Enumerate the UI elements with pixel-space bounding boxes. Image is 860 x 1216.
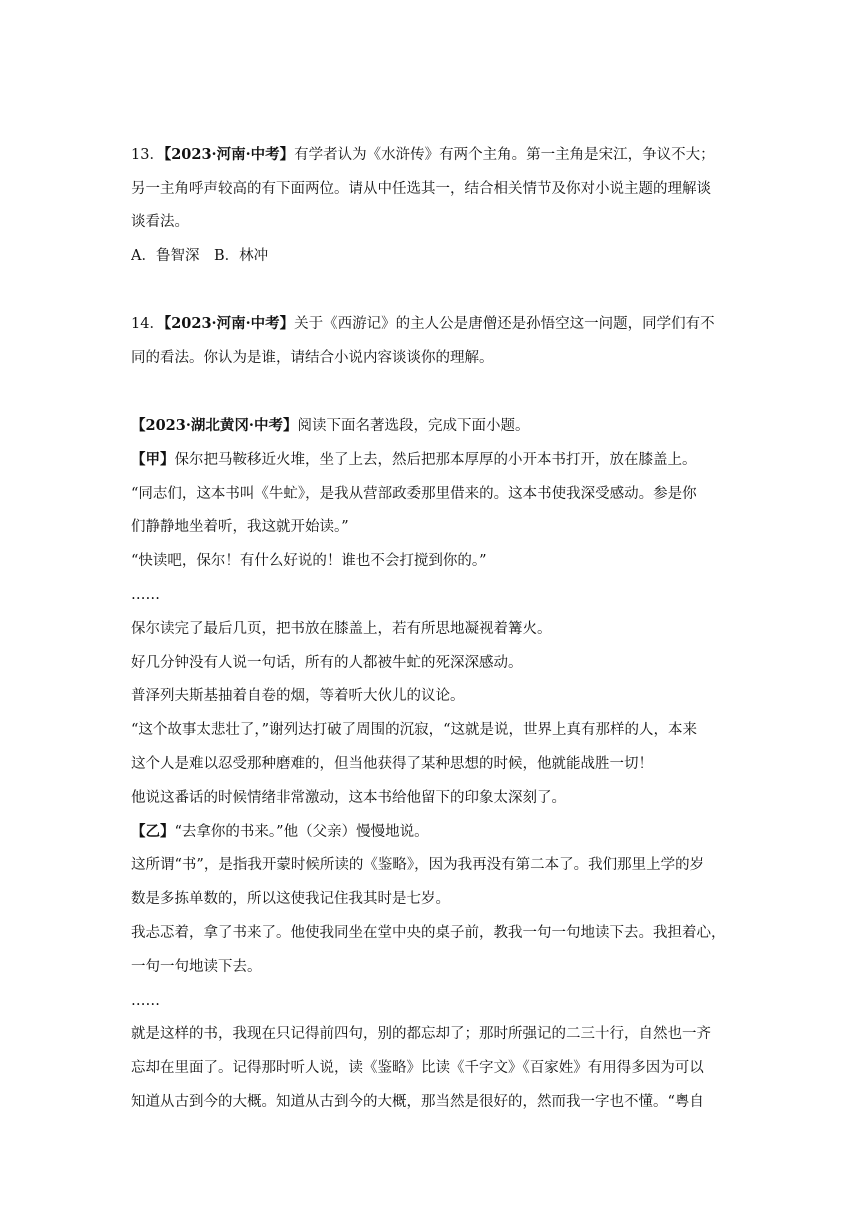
yi-line-2: 数是多拣单数的，所以这使我记住我其时是七岁。 xyxy=(131,891,450,907)
q14-source: 【2023·河南·中考】 xyxy=(163,315,295,332)
jia-line-5: 保尔读完了最后几页，把书放在膝盖上，若有所思地凝视着篝火。 xyxy=(131,621,552,637)
jia-label: 【甲】 xyxy=(131,451,175,468)
q14-line-2: 同的看法。你认为是谁，请结合小说内容谈谈你的理解。 xyxy=(131,350,494,366)
jia-line-3: “快读吧，保尔！有什么好说的！谁也不会打搅到你的。” xyxy=(131,553,487,569)
q14-line-1 xyxy=(131,314,741,334)
q13-number: 13． xyxy=(131,147,164,163)
jia-text-0: 保尔把马鞍移近火堆，坐了上去，然后把那本厚厚的小开本书打开，放在膝盖上。 xyxy=(174,452,697,468)
q13-source: 【2023·河南·中考】 xyxy=(163,146,295,163)
jia-line-9: 这个人是难以忍受那种磨难的，但当他获得了某种思想的时候，他就能战胜一切！ xyxy=(131,756,653,772)
jia-line-0 xyxy=(131,450,741,470)
jia-line-8: “这个故事太悲壮了，”谢列达打破了周围的沉寂，“这就是说，世界上真有那样的人，本来 xyxy=(131,722,697,738)
jia-line-10: 他说这番话的时候情绪非常激动，这本书给他留下的印象太深刻了。 xyxy=(131,790,566,806)
yi-ellipsis: …… xyxy=(131,993,160,1009)
q13-line-3: 谈看法。 xyxy=(131,214,189,230)
q13-line-2: 另一主角呼声较高的有下面两位。请从中任选其一，结合相关情节及你对小说主题的理解谈 xyxy=(131,181,711,197)
jia-line-1: “同志们，这本书叫《牛虻》，是我从营部政委那里借来的。这本书使我深受感动。参是你 xyxy=(131,486,697,502)
q13-options: A．鲁智深 B．林冲 xyxy=(131,248,269,264)
yi-line-6: 就是这样的书，我现在只记得前四句，别的都忘却了；那时所强记的二三十行，自然也一齐 xyxy=(131,1026,711,1042)
q14-number: 14． xyxy=(131,316,164,332)
yi-line-8: 知道从古到今的大概。知道从古到今的大概，那当然是很好的，然而我一字也不懂。“粤自 xyxy=(131,1094,704,1110)
jia-ellipsis: …… xyxy=(131,587,160,603)
jia-line-2: 们静静地坐着听，我这就开始读。” xyxy=(131,519,349,535)
yi-line-7: 忘却在里面了。记得那时听人说，读《鉴略》比读《千字文》《百家姓》有用得多因为可以 xyxy=(131,1060,704,1076)
yi-line-3: 我忐忑着，拿了书来了。他使我同坐在堂中央的桌子前，教我一句一句地读下去。我担着心， xyxy=(131,925,726,941)
yi-line-1: 这所谓“书”，是指我开蒙时候所读的《鉴略》，因为我再没有第二本了。我们那里上学的岁 xyxy=(131,857,705,873)
passage-intro xyxy=(131,416,741,436)
q13-line-1 xyxy=(131,145,741,165)
yi-line-4: 一句一句地读下去。 xyxy=(131,959,262,975)
yi-text-0: “去拿你的书来。”他（父亲）慢慢地说。 xyxy=(174,824,429,840)
passage-source: 【2023·湖北黄冈·中考】 xyxy=(131,417,298,434)
yi-label: 【乙】 xyxy=(131,823,175,840)
q14-text-1: 关于《西游记》的主人公是唐僧还是孙悟空这一问题，同学们有不 xyxy=(294,316,715,332)
passage-instruction: 阅读下面名著选段，完成下面小题。 xyxy=(297,418,530,434)
jia-line-6: 好几分钟没有人说一句话，所有的人都被牛虻的死深深感动。 xyxy=(131,655,523,671)
yi-line-0 xyxy=(131,822,741,842)
jia-line-7: 普泽列夫斯基抽着自卷的烟，等着听大伙儿的议论。 xyxy=(131,688,465,704)
q13-text-1: 有学者认为《水浒传》有两个主角。第一主角是宋江，争议不大； xyxy=(294,147,715,163)
